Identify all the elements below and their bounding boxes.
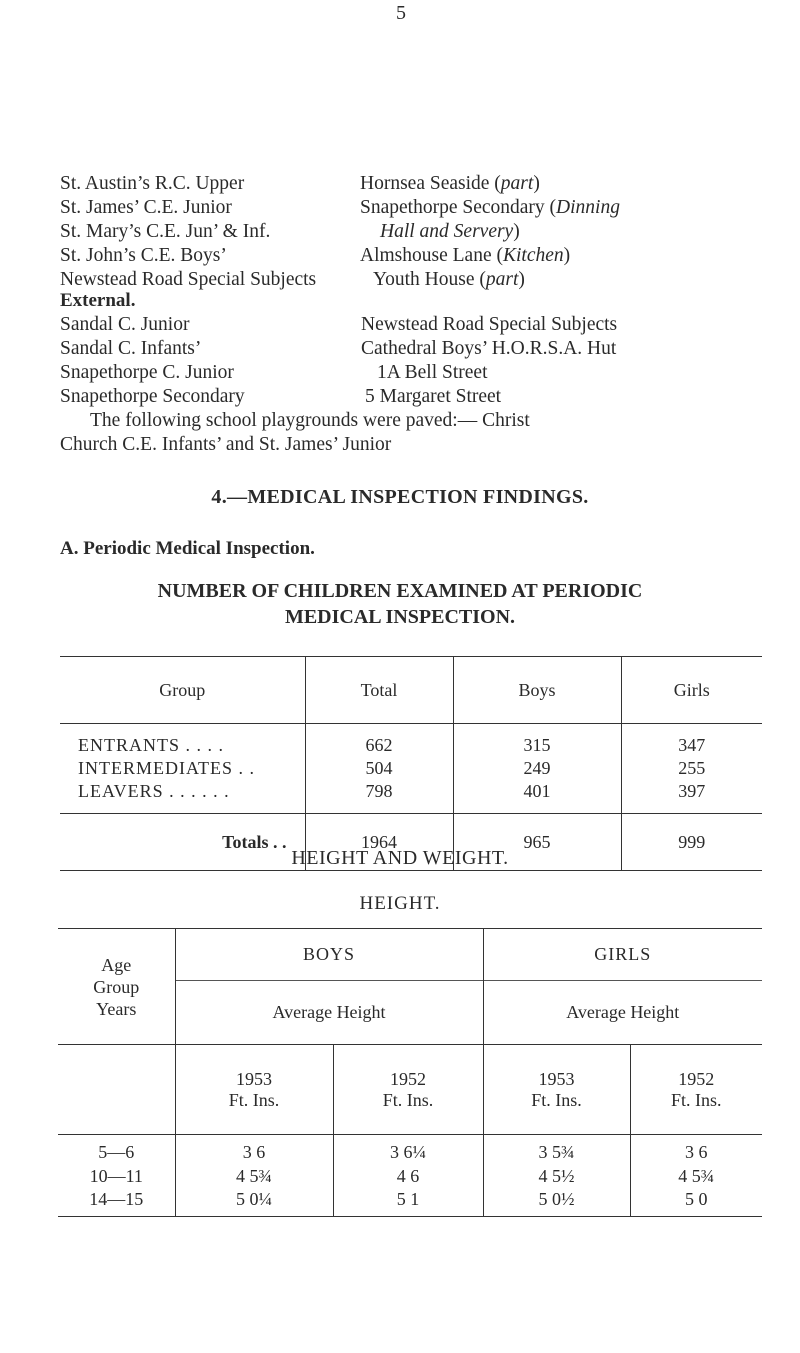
age-cell: 10—11 [89, 1166, 143, 1186]
list-right: Hall and Servery) [380, 221, 520, 242]
value-cell: 4 5½ [483, 1165, 630, 1189]
list-item [60, 337, 760, 361]
table-row [58, 1135, 762, 1165]
year-header [175, 1045, 333, 1135]
year-label: 1952 [678, 1068, 715, 1089]
children-examined-table [60, 656, 762, 871]
table-header-row [58, 929, 762, 981]
boys-header: BOYS [175, 929, 483, 981]
list-item [60, 244, 760, 268]
list-left: St. Austin’s R.C. Upper [60, 173, 245, 194]
year-label: 1953 [236, 1068, 272, 1089]
list-item [60, 385, 760, 409]
column-header: Boys [453, 657, 621, 724]
list-right: Almshouse Lane (Kitchen) [360, 245, 571, 266]
boys-cell: 315 [453, 724, 621, 758]
year-header [483, 1045, 630, 1135]
list-item [60, 361, 760, 385]
internal-schools-list [60, 172, 760, 292]
year-header [333, 1045, 483, 1135]
list-item [60, 220, 760, 244]
total-cell: 798 [305, 780, 453, 814]
table1-title-line: MEDICAL INSPECTION. [284, 606, 516, 628]
group-cell: LEAVERS . . . . . . [78, 781, 230, 801]
list-left: Newstead Road Special Subjects [60, 269, 317, 290]
table-row [60, 780, 762, 814]
value-cell: 3 6 [630, 1135, 762, 1165]
table-row [58, 1165, 762, 1189]
list-left: Snapethorpe Secondary [60, 386, 245, 407]
list-left: Sandal C. Junior [60, 314, 190, 335]
list-left: Snapethorpe C. Junior [60, 362, 234, 383]
list-right: Snapethorpe Secondary (Dinning [360, 197, 620, 218]
value-cell: 4 5¾ [630, 1165, 762, 1189]
page-number: 5 [396, 2, 406, 24]
list-item [60, 196, 760, 220]
table-row [60, 757, 762, 780]
total-cell: 662 [305, 724, 453, 758]
list-right: 5 Margaret Street [365, 386, 502, 407]
age-group-header [58, 929, 175, 1045]
boys-cell: 249 [453, 757, 621, 780]
girls-cell: 397 [621, 780, 762, 814]
list-left: St. Mary’s C.E. Jun’ & Inf. [60, 221, 271, 242]
girls-cell: 255 [621, 757, 762, 780]
value-cell: 3 6 [175, 1135, 333, 1165]
unit-label: Ft. Ins. [670, 1089, 722, 1110]
girls-cell: 999 [621, 814, 762, 871]
age-group-label: Age Group Years [93, 954, 140, 1019]
height-title: HEIGHT. [359, 893, 441, 914]
value-cell: 5 0 [630, 1189, 762, 1217]
list-left: St. John’s C.E. Boys’ [60, 245, 227, 266]
column-header: Group [60, 657, 305, 724]
column-header: Girls [621, 657, 762, 724]
section-title: 4.—MEDICAL INSPECTION FINDINGS. [211, 486, 589, 508]
value-cell: 3 5¾ [483, 1135, 630, 1165]
year-label: 1953 [538, 1068, 575, 1089]
external-heading: External. [60, 290, 136, 311]
list-left: St. James’ C.E. Junior [60, 197, 232, 218]
table-row [58, 1189, 762, 1217]
boys-cell: 401 [453, 780, 621, 814]
age-cell: 14—15 [58, 1189, 175, 1217]
boys-cell: 965 [453, 814, 621, 871]
table1-title-line: NUMBER OF CHILDREN EXAMINED AT PERIODIC [157, 580, 643, 602]
paved-line: The following school playgrounds were paved:— Christ [90, 410, 530, 431]
value-cell: 5 1 [333, 1189, 483, 1217]
unit-label: Ft. Ins. [531, 1089, 582, 1110]
age-cell: 5—6 [98, 1142, 135, 1163]
avg-height-header: Average Height [175, 981, 483, 1045]
list-right: 1A Bell Street [377, 362, 488, 383]
height-table [58, 928, 762, 1217]
group-cell: ENTRANTS . . . . [78, 735, 224, 755]
total-cell: 1964 [305, 814, 453, 871]
value-cell: 5 0½ [483, 1189, 630, 1217]
total-cell: 504 [305, 757, 453, 780]
height-weight-title: HEIGHT AND WEIGHT. [291, 847, 509, 869]
list-right: Hornsea Seaside (part) [360, 173, 540, 194]
unit-label: Ft. Ins. [228, 1089, 280, 1110]
girls-cell: 347 [621, 724, 762, 758]
avg-height-header: Average Height [483, 981, 762, 1045]
paved-paragraph [60, 409, 760, 457]
value-cell: 3 6¼ [333, 1135, 483, 1165]
value-cell: 4 5¾ [175, 1165, 333, 1189]
column-header: Total [305, 657, 453, 724]
table-header-row [60, 657, 762, 724]
year-header [630, 1045, 762, 1135]
value-cell: 4 6 [333, 1165, 483, 1189]
year-label: 1952 [390, 1068, 426, 1089]
totals-label: Totals . . [60, 814, 305, 871]
year-header-row [58, 1045, 762, 1135]
value-cell: 5 0¼ [175, 1189, 333, 1217]
external-schools-list [60, 313, 760, 409]
list-left: Sandal C. Infants’ [60, 338, 202, 359]
paved-line: Church C.E. Infants’ and St. James’ Junior [60, 434, 392, 455]
list-right: Cathedral Boys’ H.O.R.S.A. Hut [361, 338, 617, 359]
unit-label: Ft. Ins. [382, 1089, 434, 1110]
table-row [60, 724, 762, 758]
empty-cell [58, 1045, 175, 1135]
list-item [60, 268, 760, 292]
list-item [60, 172, 760, 196]
subsection-title: A. Periodic Medical Inspection. [60, 538, 315, 559]
list-right: Youth House (part) [373, 269, 525, 290]
list-right: Newstead Road Special Subjects [361, 314, 618, 335]
table1-title [0, 578, 800, 630]
girls-header: GIRLS [483, 929, 762, 981]
list-item [60, 313, 760, 337]
group-cell: INTERMEDIATES . . [78, 758, 255, 778]
